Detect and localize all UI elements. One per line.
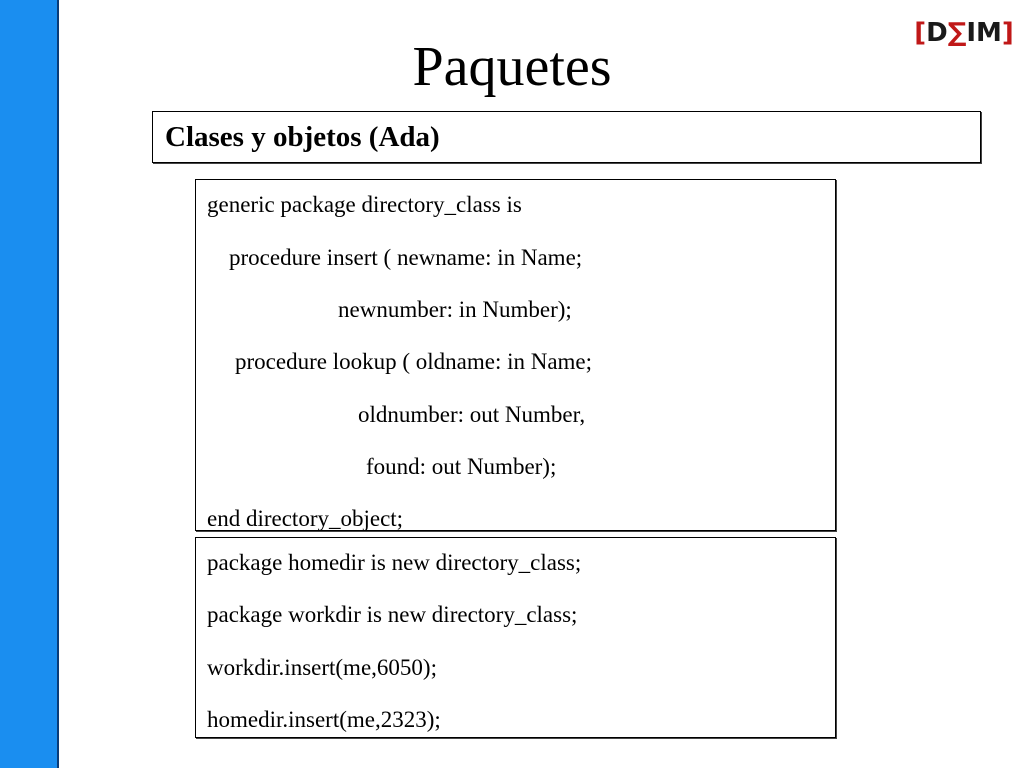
subtitle-text: Clases y objetos (Ada) <box>165 120 440 153</box>
code-line: oldnumber: out Number, <box>358 402 586 427</box>
logo-im: IM <box>966 18 1002 48</box>
logo-open-bracket: [ <box>914 18 927 48</box>
code-line: procedure lookup ( oldname: in Name; <box>235 349 593 374</box>
code-line: workdir.insert(me,6050); <box>207 655 437 680</box>
sidebar-bar <box>0 0 59 768</box>
dim-logo <box>914 16 1014 50</box>
logo-sigma: ∑ <box>947 18 967 48</box>
code-line: end directory_object; <box>207 506 404 531</box>
code-line: package homedir is new directory_class; <box>207 550 582 575</box>
code-line: homedir.insert(me,2323); <box>207 707 441 732</box>
code-line: found: out Number); <box>366 454 557 479</box>
logo-close-bracket: ] <box>1001 18 1014 48</box>
logo-d: D <box>926 18 948 48</box>
slide-title: Paquetes <box>412 36 612 98</box>
subtitle-box <box>152 111 981 163</box>
code-block-package-usage <box>195 537 836 738</box>
code-line: procedure insert ( newname: in Name; <box>229 245 583 270</box>
code-line: generic package directory_class is <box>207 192 522 217</box>
code-block-generic-package <box>195 179 836 531</box>
code-line: package workdir is new directory_class; <box>207 602 578 627</box>
code-line: newnumber: in Number); <box>338 297 572 322</box>
